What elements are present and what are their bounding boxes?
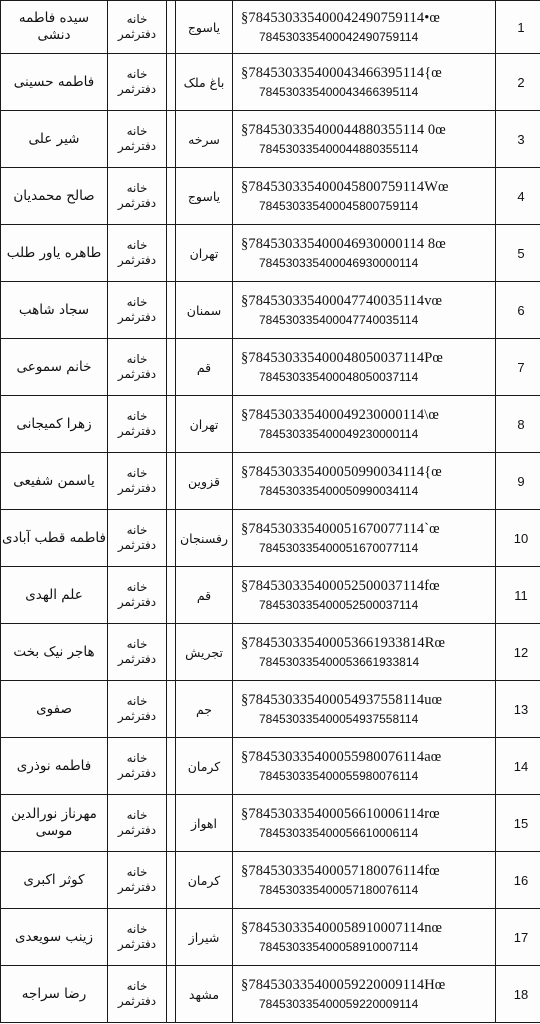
barcode-text: §784530335400057180076114fœ	[241, 863, 440, 879]
row-number-cell	[496, 624, 540, 681]
row-number: 14	[513, 758, 529, 774]
city-name: قم	[196, 587, 212, 603]
city-cell	[176, 966, 233, 1023]
table-row	[1, 624, 540, 681]
row-number: 3	[517, 131, 525, 147]
barcode-text: §784530335400058910007114nœ	[241, 920, 443, 936]
recipient-name-cell	[1, 396, 108, 453]
tracking-code-cell	[233, 168, 496, 225]
column-divider	[167, 1, 176, 54]
row-number-cell	[496, 54, 540, 111]
tracking-number: 784530335400050990034114	[259, 484, 419, 498]
row-number-cell	[496, 681, 540, 738]
office-cell	[108, 624, 167, 681]
table-row	[1, 966, 540, 1023]
table-row	[1, 225, 540, 282]
city-cell	[176, 339, 233, 396]
row-number-cell	[496, 453, 540, 510]
row-number: 7	[517, 359, 525, 375]
column-divider	[167, 567, 176, 624]
office-label: خانه دفترثمر	[117, 466, 157, 495]
row-number: 16	[513, 872, 529, 888]
tracking-number: 784530335400055980076114	[259, 769, 419, 783]
city-cell	[176, 1, 233, 54]
city-cell	[176, 54, 233, 111]
office-cell	[108, 1, 167, 54]
barcode-text: §784530335400047740035114vœ	[241, 293, 443, 309]
city-name: یاسوج	[187, 188, 221, 204]
row-number-cell	[496, 1, 540, 54]
tracking-number: 784530335400043466395114	[259, 85, 419, 99]
row-number: 10	[513, 530, 529, 546]
row-number: 13	[513, 701, 529, 717]
table-row	[1, 795, 540, 852]
office-cell	[108, 909, 167, 966]
recipient-name-cell	[1, 852, 108, 909]
table-row	[1, 453, 540, 510]
city-name: مشهد	[188, 986, 220, 1002]
row-number-cell	[496, 282, 540, 339]
column-divider	[167, 225, 176, 282]
office-label: خانه دفترثمر	[117, 580, 157, 609]
table-row	[1, 168, 540, 225]
row-number: 5	[517, 245, 525, 261]
tracking-code-cell	[233, 339, 496, 396]
row-number-cell	[496, 795, 540, 852]
column-divider	[167, 852, 176, 909]
recipient-name: علم الهدی	[25, 586, 83, 603]
city-name: سرخه	[188, 131, 220, 147]
city-name: قزوین	[188, 473, 220, 489]
tracking-number: 784530335400046930000114	[259, 256, 419, 270]
office-label: خانه دفترثمر	[117, 865, 157, 894]
office-cell	[108, 453, 167, 510]
office-label: خانه دفترثمر	[117, 352, 157, 381]
office-cell	[108, 396, 167, 453]
row-number: 15	[513, 815, 529, 831]
recipient-name-cell	[1, 909, 108, 966]
row-number-cell	[496, 966, 540, 1023]
recipient-name-cell	[1, 681, 108, 738]
row-number: 9	[517, 473, 525, 489]
column-divider	[167, 339, 176, 396]
table-row	[1, 681, 540, 738]
tracking-code-cell	[233, 225, 496, 282]
tracking-number: 784530335400052500037114	[259, 598, 419, 612]
table-row	[1, 282, 540, 339]
column-divider	[167, 282, 176, 339]
recipient-name: فاطمه قطب آبادی	[2, 529, 106, 546]
city-name: تهران	[189, 416, 219, 432]
tracking-code-cell	[233, 282, 496, 339]
tracking-code-cell	[233, 966, 496, 1023]
office-label: خانه دفترثمر	[117, 808, 157, 837]
city-cell	[176, 168, 233, 225]
recipient-name-cell	[1, 567, 108, 624]
row-number: 4	[517, 188, 525, 204]
barcode-text: §784530335400046930000114 8œ	[241, 236, 446, 252]
recipient-name: فاطمه حسینی	[13, 73, 95, 90]
column-divider	[167, 681, 176, 738]
office-cell	[108, 168, 167, 225]
city-cell	[176, 396, 233, 453]
row-number: 11	[514, 587, 528, 603]
office-label: خانه دفترثمر	[117, 295, 157, 324]
city-cell	[176, 852, 233, 909]
office-label: خانه دفترثمر	[117, 181, 157, 210]
recipient-name: زهرا کمیجانی	[16, 415, 92, 432]
city-name: تجریش	[185, 644, 223, 660]
recipient-name-cell	[1, 168, 108, 225]
office-label: خانه دفترثمر	[117, 694, 157, 723]
tracking-code-cell	[233, 795, 496, 852]
column-divider	[167, 738, 176, 795]
column-divider	[167, 111, 176, 168]
row-number: 17	[513, 929, 529, 945]
table-row	[1, 339, 540, 396]
office-cell	[108, 738, 167, 795]
city-cell	[176, 909, 233, 966]
row-number-cell	[496, 168, 540, 225]
recipient-name-cell	[1, 738, 108, 795]
office-cell	[108, 966, 167, 1023]
recipient-name: زینب سویعدی	[14, 928, 94, 945]
city-cell	[176, 453, 233, 510]
recipient-name-cell	[1, 966, 108, 1023]
city-name: جم	[195, 701, 213, 717]
column-divider	[167, 453, 176, 510]
office-label: خانه دفترثمر	[117, 124, 157, 153]
office-cell	[108, 54, 167, 111]
row-number-cell	[496, 111, 540, 168]
row-number: 1	[517, 19, 525, 35]
recipient-name: سیده فاطمه دنشی	[18, 10, 90, 43]
recipient-name: هاجر نیک بخت	[13, 643, 95, 660]
recipient-name-cell	[1, 111, 108, 168]
recipient-name-cell	[1, 54, 108, 111]
recipient-name: خانم سموعی	[16, 358, 92, 375]
tracking-number: 784530335400048050037114	[259, 370, 419, 384]
office-label: خانه دفترثمر	[117, 751, 157, 780]
tracking-number: 784530335400057180076114	[259, 883, 419, 897]
office-cell	[108, 852, 167, 909]
column-divider	[167, 966, 176, 1023]
table-row	[1, 396, 540, 453]
tracking-code-cell	[233, 909, 496, 966]
office-label: خانه دفترثمر	[117, 238, 157, 267]
city-name: رفسنجان	[180, 530, 228, 546]
office-label: خانه دفترثمر	[117, 12, 157, 41]
tracking-number: 784530335400051670077114	[259, 541, 419, 555]
row-number: 6	[517, 302, 525, 318]
row-number: 8	[517, 416, 525, 432]
tracking-number: 784530335400053661933814	[259, 655, 420, 669]
city-name: تهران	[189, 245, 219, 261]
tracking-number: 784530335400054937558114	[259, 712, 419, 726]
table-body	[1, 1, 540, 1023]
tracking-code-cell	[233, 510, 496, 567]
office-cell	[108, 282, 167, 339]
city-name: اهواز	[190, 815, 218, 831]
city-name: یاسوج	[187, 19, 221, 35]
row-number-cell	[496, 225, 540, 282]
city-cell	[176, 795, 233, 852]
tracking-code-cell	[233, 111, 496, 168]
office-cell	[108, 111, 167, 168]
recipient-name-cell	[1, 795, 108, 852]
row-number-cell	[496, 339, 540, 396]
barcode-text: §784530335400050990034114{œ	[241, 464, 442, 480]
row-number: 18	[513, 986, 529, 1002]
tracking-number: 784530335400058910007114	[259, 940, 419, 954]
city-cell	[176, 111, 233, 168]
barcode-text: §784530335400049230000114\œ	[241, 407, 439, 423]
city-cell	[176, 567, 233, 624]
recipient-name: طاهره یاور طلب	[6, 244, 102, 261]
row-number-cell	[496, 510, 540, 567]
recipient-name: یاسمن شفیعی	[13, 472, 95, 489]
row-number: 2	[517, 74, 525, 90]
city-cell	[176, 510, 233, 567]
office-label: خانه دفترثمر	[117, 523, 157, 552]
city-name: شیراز	[188, 929, 220, 945]
table-row	[1, 111, 540, 168]
column-divider	[167, 168, 176, 225]
recipient-name: صالح محمدیان	[13, 187, 95, 204]
table-row	[1, 54, 540, 111]
office-label: خانه دفترثمر	[117, 637, 157, 666]
barcode-text: §784530335400059220009114Hœ	[241, 977, 446, 993]
recipient-name-cell	[1, 510, 108, 567]
recipient-name-cell	[1, 453, 108, 510]
tracking-code-cell	[233, 738, 496, 795]
row-number-cell	[496, 738, 540, 795]
column-divider	[167, 396, 176, 453]
row-number-cell	[496, 852, 540, 909]
recipient-name: سجاد شاهب	[18, 301, 90, 318]
table-row	[1, 909, 540, 966]
recipient-name-cell	[1, 624, 108, 681]
column-divider	[167, 795, 176, 852]
city-name: کرمان	[187, 872, 221, 888]
barcode-text: §784530335400043466395114{œ	[241, 65, 442, 81]
tracking-code-cell	[233, 852, 496, 909]
city-name: باغ ملک	[183, 74, 225, 90]
city-cell	[176, 225, 233, 282]
office-label: خانه دفترثمر	[117, 979, 157, 1008]
barcode-text: §784530335400042490759114•œ	[241, 10, 440, 26]
city-name: قم	[196, 359, 212, 375]
recipient-name-cell	[1, 282, 108, 339]
column-divider	[167, 510, 176, 567]
tracking-number: 784530335400045800759114	[259, 199, 419, 213]
row-number-cell	[496, 567, 540, 624]
city-cell	[176, 282, 233, 339]
barcode-text: §784530335400053661933814Rœ	[241, 635, 446, 651]
office-label: خانه دفترثمر	[117, 922, 157, 951]
recipient-name: صفوی	[36, 700, 72, 717]
barcode-text: §784530335400051670077114`œ	[241, 521, 440, 537]
recipient-name: کوثر اکبری	[23, 871, 85, 888]
city-name: کرمان	[187, 758, 221, 774]
barcode-text: §784530335400052500037114fœ	[241, 578, 440, 594]
row-number-cell	[496, 396, 540, 453]
column-divider	[167, 54, 176, 111]
city-name: سمنان	[186, 302, 222, 318]
tracking-code-cell	[233, 567, 496, 624]
tracking-number: 784530335400044880355114	[259, 142, 419, 156]
recipient-name: رضا سراجه	[21, 985, 87, 1002]
city-cell	[176, 624, 233, 681]
recipient-name-cell	[1, 1, 108, 54]
table-row	[1, 852, 540, 909]
city-cell	[176, 738, 233, 795]
recipient-name: شیر علی	[28, 130, 80, 147]
office-cell	[108, 510, 167, 567]
recipient-name: فاطمه نوذری	[16, 757, 92, 774]
tracking-number: 784530335400049230000114	[259, 427, 419, 441]
office-label: خانه دفترثمر	[117, 409, 157, 438]
table-row	[1, 567, 540, 624]
barcode-text: §784530335400056610006114rœ	[241, 806, 440, 822]
barcode-text: §784530335400045800759114Wœ	[241, 179, 449, 195]
table-row	[1, 738, 540, 795]
tracking-number: 784530335400056610006114	[259, 826, 419, 840]
tracking-code-cell	[233, 681, 496, 738]
barcode-text: §784530335400055980076114aœ	[241, 749, 442, 765]
tracking-code-cell	[233, 1, 496, 54]
barcode-text: §784530335400054937558114uœ	[241, 692, 443, 708]
table-row	[1, 510, 540, 567]
tracking-number: 784530335400059220009114	[259, 997, 419, 1011]
city-cell	[176, 681, 233, 738]
office-cell	[108, 567, 167, 624]
tracking-number: 784530335400047740035114	[259, 313, 419, 327]
tracking-code-cell	[233, 396, 496, 453]
column-divider	[167, 909, 176, 966]
tracking-code-cell	[233, 54, 496, 111]
office-cell	[108, 681, 167, 738]
tracking-number: 784530335400042490759114	[259, 30, 419, 44]
tracking-code-cell	[233, 624, 496, 681]
office-cell	[108, 795, 167, 852]
barcode-text: §784530335400044880355114 0œ	[241, 122, 446, 138]
recipient-name-cell	[1, 225, 108, 282]
row-number-cell	[496, 909, 540, 966]
office-label: خانه دفترثمر	[117, 67, 157, 96]
office-cell	[108, 225, 167, 282]
recipient-name-cell	[1, 339, 108, 396]
tracking-code-cell	[233, 453, 496, 510]
column-divider	[167, 624, 176, 681]
table-row	[1, 1, 540, 54]
office-cell	[108, 339, 167, 396]
row-number: 12	[513, 644, 529, 660]
recipient-name: مهرناز نورالدین موسی	[11, 806, 97, 839]
barcode-text: §784530335400048050037114Pœ	[241, 350, 443, 366]
